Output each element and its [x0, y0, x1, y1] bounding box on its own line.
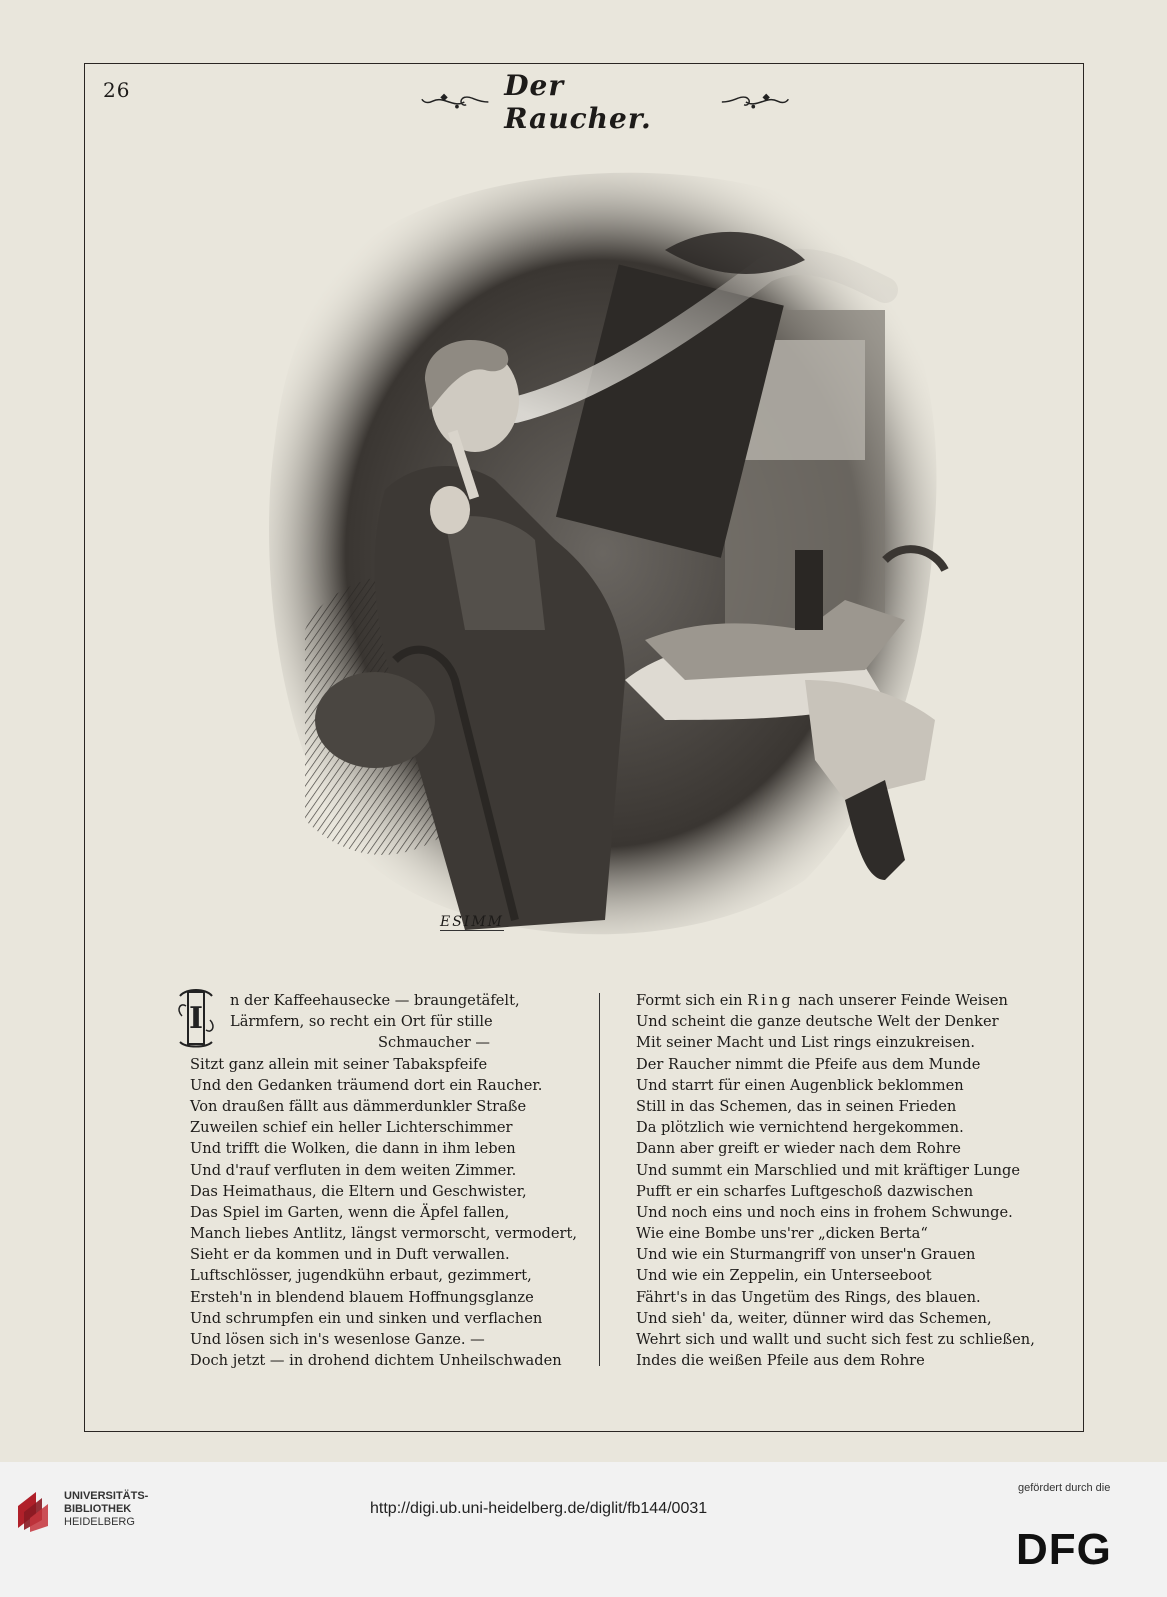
poem-right-column	[636, 990, 1036, 1371]
poem-line: Das Spiel im Garten, wenn die Äpfel fallen,	[190, 1203, 510, 1221]
poem-line: Und schrumpfen ein und sinken und verflachen	[190, 1309, 543, 1327]
permalink-url[interactable]: http://digi.ub.uni-heidelberg.de/diglit/fb144/0031	[370, 1500, 708, 1517]
poem-line: Zuweilen schief ein heller Lichterschimmer	[190, 1119, 513, 1137]
poem-line-start: Formt sich ein	[636, 992, 748, 1009]
viewer-footer	[0, 1462, 1167, 1597]
university-line: HEIDELBERG	[64, 1516, 135, 1528]
poem-line: Das Heimathaus, die Eltern und Geschwister,	[190, 1182, 527, 1200]
artist-signature: ESIMM	[440, 914, 505, 930]
poem-line: Sitzt ganz allein mit seiner Tabakspfeife	[190, 1055, 488, 1073]
poem-line: Luftschlösser, jugendkühn erbaut, gezimmert,	[190, 1267, 532, 1285]
poem-line: Indes die weißen Pfeile aus dem Rohre	[636, 1352, 925, 1370]
poem-line	[636, 990, 1036, 1011]
right-ornament-icon	[720, 91, 790, 113]
poem-line: Ersteh'n in blendend blauem Hoffnungsglanze	[190, 1288, 534, 1306]
poem-line: Und d'rauf verfluten in dem weiten Zimmer.	[190, 1161, 517, 1179]
university-name[interactable]	[64, 1490, 148, 1529]
university-line: BIBLIOTHEK	[64, 1503, 132, 1515]
poem-line: Mit seiner Macht und List rings einzukreisen.	[636, 1034, 975, 1052]
poem-line: Und scheint die ganze deutsche Welt der Denker	[636, 1013, 999, 1031]
poem-line: Fährt's in das Ungetüm des Rings, des blauen.	[636, 1288, 981, 1306]
poem-line: Und trifft die Wolken, die dann in ihm leben	[190, 1140, 516, 1158]
poem-line: Da plötzlich wie vernichtend hergekommen.	[636, 1119, 964, 1137]
poem-title: Der Raucher.	[504, 69, 652, 135]
poem-line: Und sieh' da, weiter, dünner wird das Schemen,	[636, 1309, 992, 1327]
poem-line: Und noch eins und noch eins in frohem Schwunge.	[636, 1203, 1013, 1221]
dropcap-ornament	[176, 986, 216, 1050]
poem-line: Und lösen sich in's wesenlose Ganze. —	[190, 1331, 485, 1348]
poem-line: Der Raucher nimmt die Pfeife aus dem Munde	[636, 1055, 981, 1073]
poem-left-column	[188, 990, 578, 1371]
poem-line: Und wie ein Zeppelin, ein Unterseeboot	[636, 1267, 932, 1285]
smoker-illustration	[245, 160, 965, 960]
poem-line: Pufft er ein scharfes Luftgeschoß dazwischen	[636, 1182, 974, 1200]
emphasized-word: Ring	[747, 992, 794, 1009]
poem-line: n der Kaffeehausecke — braungetäfelt,	[230, 992, 520, 1009]
university-line: UNIVERSITÄTS-	[64, 1490, 149, 1502]
poem-line: Still in das Schemen, das in seinen Frieden	[636, 1097, 957, 1115]
university-logo-icon[interactable]	[14, 1488, 60, 1534]
poem-line: Manch liebes Antlitz, längst vermorscht, vermodert,	[190, 1225, 578, 1243]
poem-line: Lärmfern, so recht ein Ort für stille	[230, 1013, 493, 1031]
poem-line: Wie eine Bombe uns'rer „dicken Berta“	[636, 1225, 928, 1243]
poem-line: Und den Gedanken träumend dort ein Raucher.	[190, 1076, 543, 1094]
poem-line: Sieht er da kommen und in Duft verwallen.	[190, 1246, 510, 1264]
poem-line-end: nach unserer Feinde Weisen	[793, 992, 1008, 1009]
poem-line: Von draußen fällt aus dämmerdunkler Straße	[190, 1097, 527, 1115]
title-block	[420, 69, 790, 135]
poem-line: Dann aber greift er wieder nach dem Rohre	[636, 1140, 961, 1158]
funded-by-label: gefördert durch die	[1018, 1482, 1111, 1494]
left-ornament-icon	[420, 91, 490, 113]
poem-line: Schmaucher —	[378, 1034, 490, 1052]
page-number: 26	[103, 78, 131, 102]
poem-line: Wehrt sich und wallt und sucht sich fest zu schließen,	[636, 1331, 1035, 1348]
dropcap-letter: I	[188, 1001, 204, 1036]
dfg-logo[interactable]: DFG	[1016, 1525, 1112, 1574]
poem-line: Und wie ein Sturmangriff von unser'n Grauen	[636, 1246, 976, 1264]
column-divider	[599, 993, 600, 1366]
poem-line: Und summt ein Marschlied und mit kräftiger Lunge	[636, 1161, 1021, 1179]
poem-line: Doch jetzt — in drohend dichtem Unheilschwaden	[190, 1352, 562, 1370]
poem-line: Und starrt für einen Augenblick beklommen	[636, 1076, 964, 1094]
